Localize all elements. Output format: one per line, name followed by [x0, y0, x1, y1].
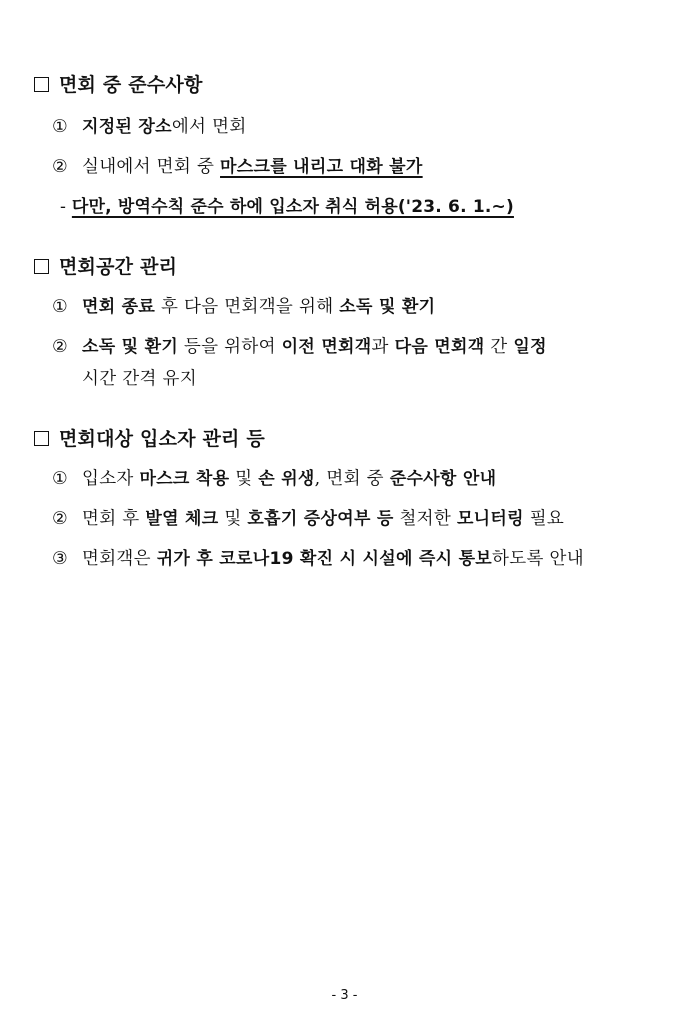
list-item: ② 소독 및 환기 등을 위하여 이전 면회객과 다음 면회객 간 일정: [52, 337, 547, 357]
section-title-space-management: 면회공간 관리: [34, 252, 177, 279]
list-item-continuation: 시간 간격 유지: [82, 369, 197, 389]
list-item: ② 실내에서 면회 중 마스크를 내리고 대화 불가: [52, 157, 423, 177]
checkbox-square-icon: [34, 431, 49, 446]
list-item: ① 지정된 장소에서 면회: [52, 117, 247, 137]
list-item: ① 면회 종료 후 다음 면회객을 위해 소독 및 환기: [52, 297, 436, 317]
list-item: ② 면회 후 발열 체크 및 호흡기 증상여부 등 철저한 모니터링 필요: [52, 509, 565, 529]
list-item: ③ 면회객은 귀가 후 코로나19 확진 시 시설에 즉시 통보하도록 안내: [52, 549, 584, 569]
list-item: ① 입소자 마스크 착용 및 손 위생, 면회 중 준수사항 안내: [52, 469, 497, 489]
page-number: - 3 -: [331, 988, 358, 1003]
note-line: - 다만, 방역수칙 준수 하에 입소자 취식 허용('23. 6. 1.~): [60, 197, 514, 217]
checkbox-square-icon: [34, 259, 49, 274]
section-title-resident-management: 면회대상 입소자 관리 등: [34, 424, 265, 451]
section-title-visit-rules: 면회 중 준수사항: [34, 70, 203, 97]
checkbox-square-icon: [34, 77, 49, 92]
